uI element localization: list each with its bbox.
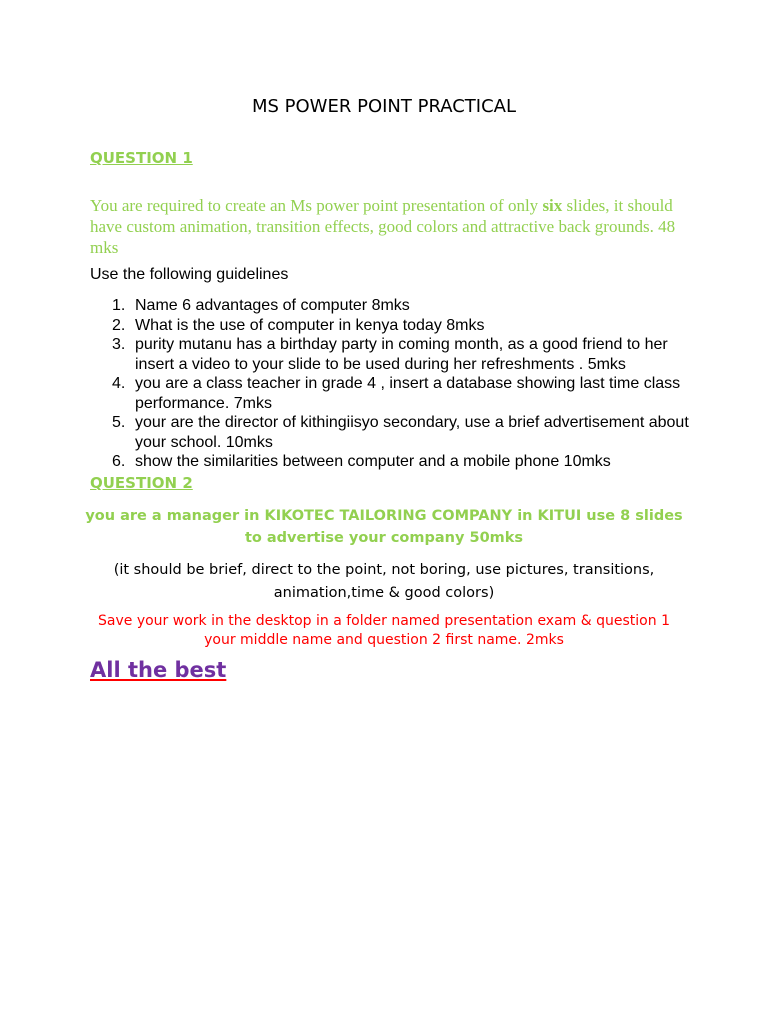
- list-item: [90, 413, 690, 452]
- question-2-heading: QUESTION 2: [90, 474, 193, 492]
- question-1-heading: QUESTION 1: [90, 149, 193, 167]
- list-item-text: your are the director of kithingiisyo secondary, use a brief advertisement about your school. 10mks: [135, 414, 689, 451]
- list-item-text: purity mutanu has a birthday party in coming month, as a good friend to her insert a video to your slide to be used during her refreshments . 5mks: [135, 336, 668, 373]
- list-item-text: Name 6 advantages of computer 8mks: [135, 297, 410, 314]
- list-item-number: 3.: [112, 336, 126, 353]
- list-item-text: What is the use of computer in kenya today 8mks: [135, 316, 485, 334]
- question-1-intro: [90, 195, 690, 258]
- save-instruction: Save your work in the desktop in a folder named presentation exam & question 1 your middle name and question 2 first name. 2mks: [98, 613, 670, 648]
- closing-message: All the best: [90, 658, 227, 682]
- list-item-text: you are a class teacher in grade 4 , insert a database showing last time class performance. 7mks: [135, 375, 681, 412]
- question-1-intro-end: slides, it should have custom animation, transition effects, good colors and attractive back grounds. 48 mks: [90, 196, 676, 257]
- list-item-number: 4.: [112, 375, 126, 392]
- guidelines-list: [90, 296, 690, 472]
- question-2-note: (it should be brief, direct to the point, not boring, use pictures, transitions, animation,time & good colors): [113, 562, 655, 601]
- question-1-intro-start: You are required to create an Ms power point presentation of only: [90, 196, 543, 215]
- list-item-number: 6.: [112, 453, 126, 470]
- guidelines-label: Use the following guidelines: [90, 266, 289, 283]
- list-item-number: 5.: [112, 414, 126, 431]
- list-item-number: 1.: [112, 297, 126, 314]
- list-item: [90, 296, 690, 316]
- list-item: [90, 335, 690, 374]
- question-2-text: you are a manager in KIKOTEC TAILORING COMPANY in KITUI use 8 slides to advertise your company 50mks: [85, 508, 683, 546]
- question-1-intro-bold: six: [542, 196, 563, 215]
- list-item-text: show the similarities between computer and a mobile phone 10mks: [135, 453, 611, 470]
- list-item: [90, 316, 690, 336]
- page-title: MS POWER POINT PRACTICAL: [251, 96, 517, 117]
- list-item-number: 2.: [112, 316, 126, 334]
- list-item: [90, 374, 690, 413]
- list-item: [90, 452, 690, 472]
